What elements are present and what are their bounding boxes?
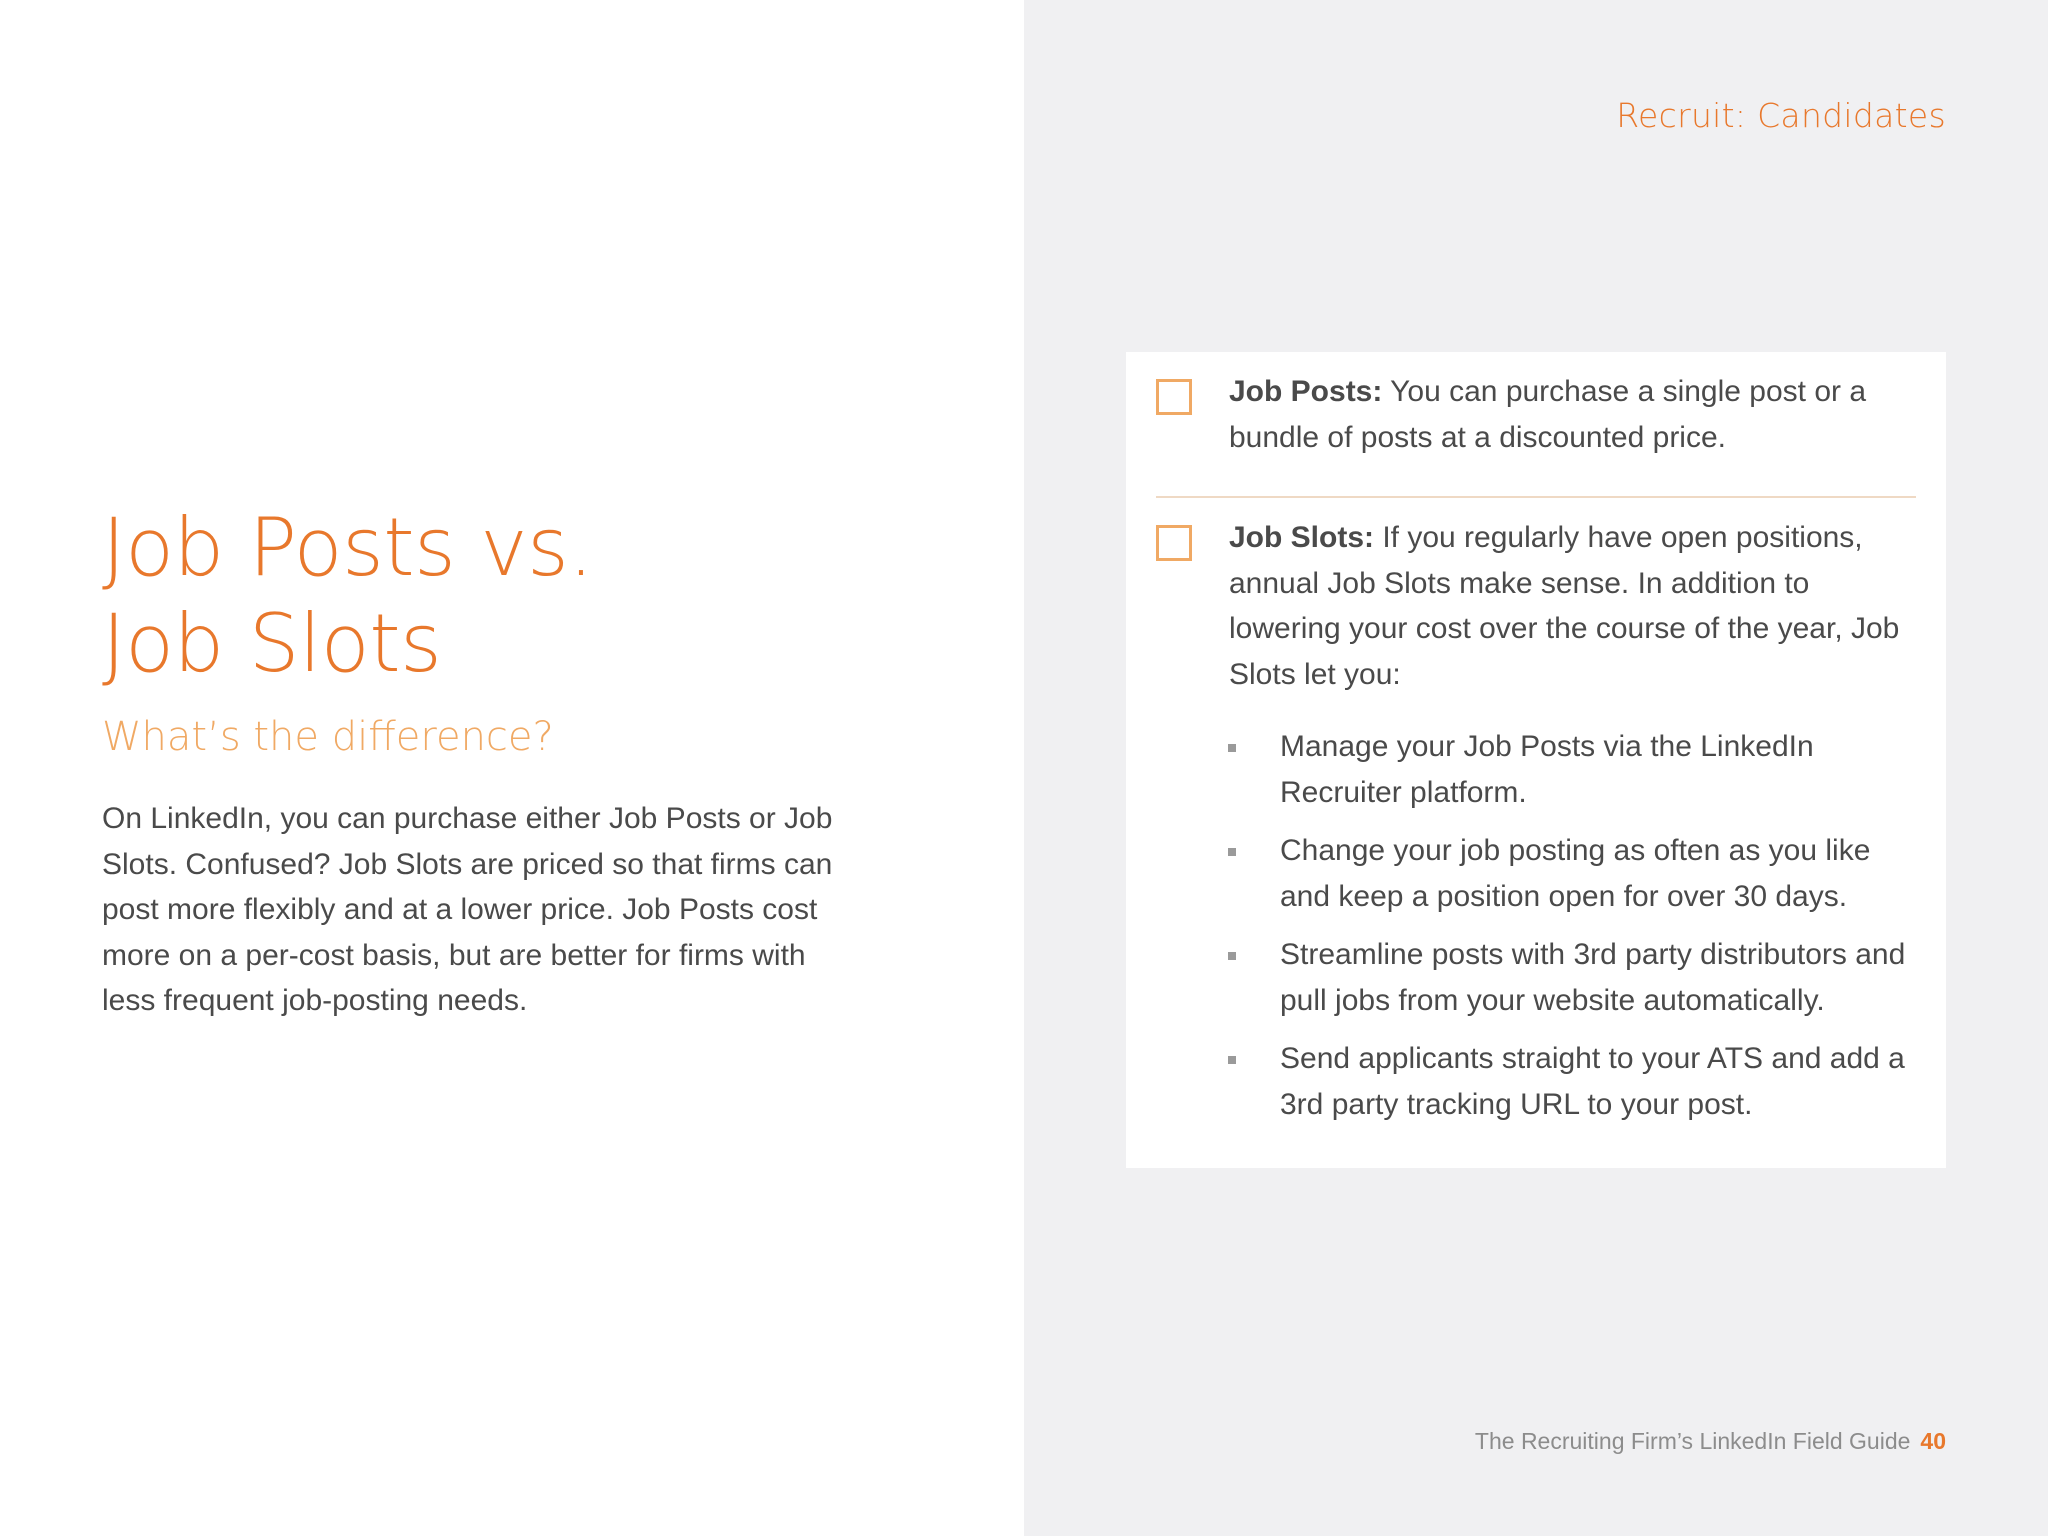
checkbox-job-posts[interactable] (1156, 379, 1192, 415)
checklist-label-job-slots: Job Slots: (1229, 521, 1375, 554)
divider (1156, 496, 1916, 498)
guide-title: The Recruiting Firm’s LinkedIn Field Guide (1474, 1428, 1911, 1454)
checklist-body-job-slots: If you regularly have open positions, annual Job Slots make sense. In addition to lowering your cost over the course of the year, Job Slots let you: (1229, 521, 1900, 691)
list-item-text: Manage your Job Posts via the LinkedIn Recruiter platform. (1280, 730, 1814, 809)
comparison-card (1126, 352, 1946, 1168)
list-item-text: Send applicants straight to your ATS and add a 3rd party tracking URL to your post. (1280, 1042, 1905, 1121)
page-number: 40 (1920, 1428, 1946, 1454)
list-item (1228, 724, 1926, 815)
list-item-text: Streamline posts with 3rd party distributors and pull jobs from your website automatically. (1280, 938, 1906, 1017)
checklist-text-job-slots (1229, 515, 1916, 697)
checklist-body-job-posts: You can purchase a single post or a bundle of posts at a discounted price. (1229, 375, 1867, 454)
square-bullet-icon (1228, 744, 1236, 752)
checkbox-job-slots[interactable] (1156, 525, 1192, 561)
page-title-line-2: Job Slots (102, 597, 442, 690)
square-bullet-icon (1228, 848, 1236, 856)
job-slots-benefits-list (1228, 724, 1926, 1140)
list-item (1228, 932, 1926, 1023)
checklist-item-job-slots (1156, 515, 1916, 697)
list-item (1228, 828, 1926, 919)
square-bullet-icon (1228, 1056, 1236, 1064)
section-label: Recruit: Candidates (1616, 96, 1946, 135)
page-subtitle: What’s the difference? (102, 714, 554, 760)
list-item-text: Change your job posting as often as you like and keep a position open for over 30 days. (1280, 834, 1871, 913)
checklist-label-job-posts: Job Posts: (1229, 375, 1383, 408)
page-footer (1475, 1428, 1946, 1455)
page-title (102, 500, 593, 692)
list-item (1228, 1036, 1926, 1127)
page-title-line-1: Job Posts vs. (102, 501, 594, 594)
checklist-item-job-posts (1156, 369, 1916, 460)
square-bullet-icon (1228, 952, 1236, 960)
intro-paragraph: On LinkedIn, you can purchase either Job Posts or Job Slots. Confused? Job Slots are priced so that firms can post more flexibly and at a lower price. Job Posts cost more on a per-cost basis, but are better for firms with less frequent job-posting needs. (102, 802, 833, 1017)
checklist-text-job-posts (1229, 369, 1916, 460)
